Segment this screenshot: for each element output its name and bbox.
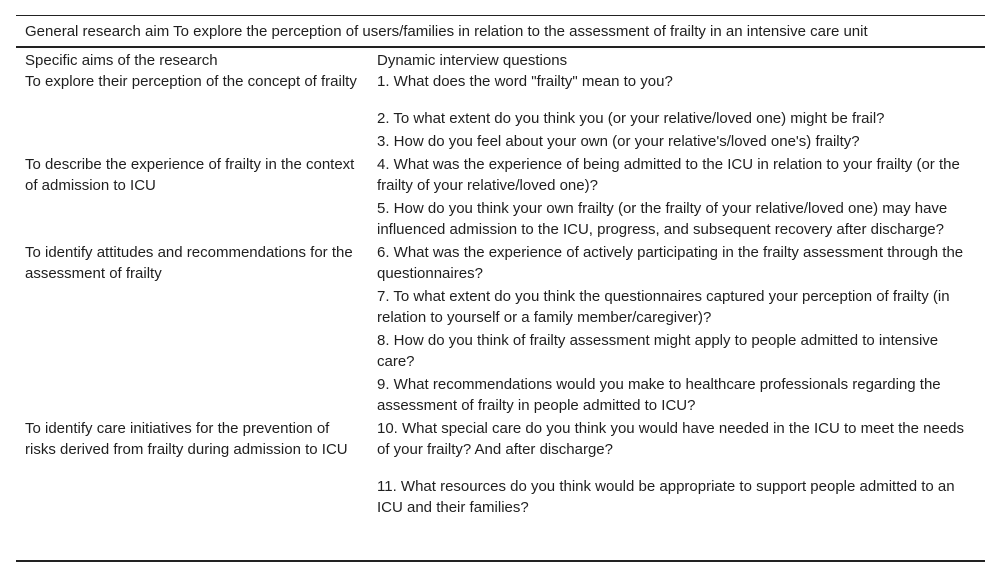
column-header-questions: Dynamic interview questions [377,52,568,69]
interview-question: 1. What does the word "frailty" mean to you? [377,73,673,90]
interview-question: 8. How do you think of frailty assessment might apply to people admitted to intensive care? [377,332,939,370]
table-bottom-rule [16,560,985,562]
column-header-aims: Specific aims of the research [25,52,218,69]
question-group [377,71,975,154]
question-group [377,418,975,520]
specific-aim: To explore their perception of the concept of frailty [25,73,357,90]
interview-question: 4. What was the experience of being admitted to the ICU in relation to your frailty (or the frailty of your relative/loved one)? [377,156,960,194]
interview-question: 11. What resources do you think would be appropriate to support people admitted to an ICU and their families? [377,478,955,516]
table-top-rule [16,15,985,16]
table-body [25,50,975,520]
header-rule [16,46,985,48]
interview-question: 10. What special care do you think you would have needed in the ICU to meet the needs of your frailty? And after discharge? [377,420,965,458]
specific-aim: To identify attitudes and recommendations for the assessment of frailty [25,244,353,282]
interview-question: 6. What was the experience of actively participating in the frailty assessment through the questionnaires? [377,244,964,282]
question-group [377,154,975,242]
specific-aim: To identify care initiatives for the prevention of risks derived from frailty during admission to ICU [25,420,348,458]
general-research-aim: General research aim To explore the perception of users/families in relation to the assessment of frailty in an intensive care unit [25,23,868,40]
interview-question: 5. How do you think your own frailty (or the frailty of your relative/loved one) may have influenced admission to the ICU, progress, and subsequent recovery after discharge? [377,200,948,238]
interview-question: 2. To what extent do you think you (or your relative/loved one) might be frail? [377,110,885,127]
interview-question: 7. To what extent do you think the questionnaires captured your perception of frailty (in relation to yourself or a family member/caregiver)? [377,288,950,326]
specific-aim: To describe the experience of frailty in the context of admission to ICU [25,156,355,194]
interview-question: 3. How do you feel about your own (or your relative's/loved one's) frailty? [377,133,860,150]
interview-question: 9. What recommendations would you make to healthcare professionals regarding the assessment of frailty in people admitted to ICU? [377,376,941,414]
question-group [377,242,975,418]
